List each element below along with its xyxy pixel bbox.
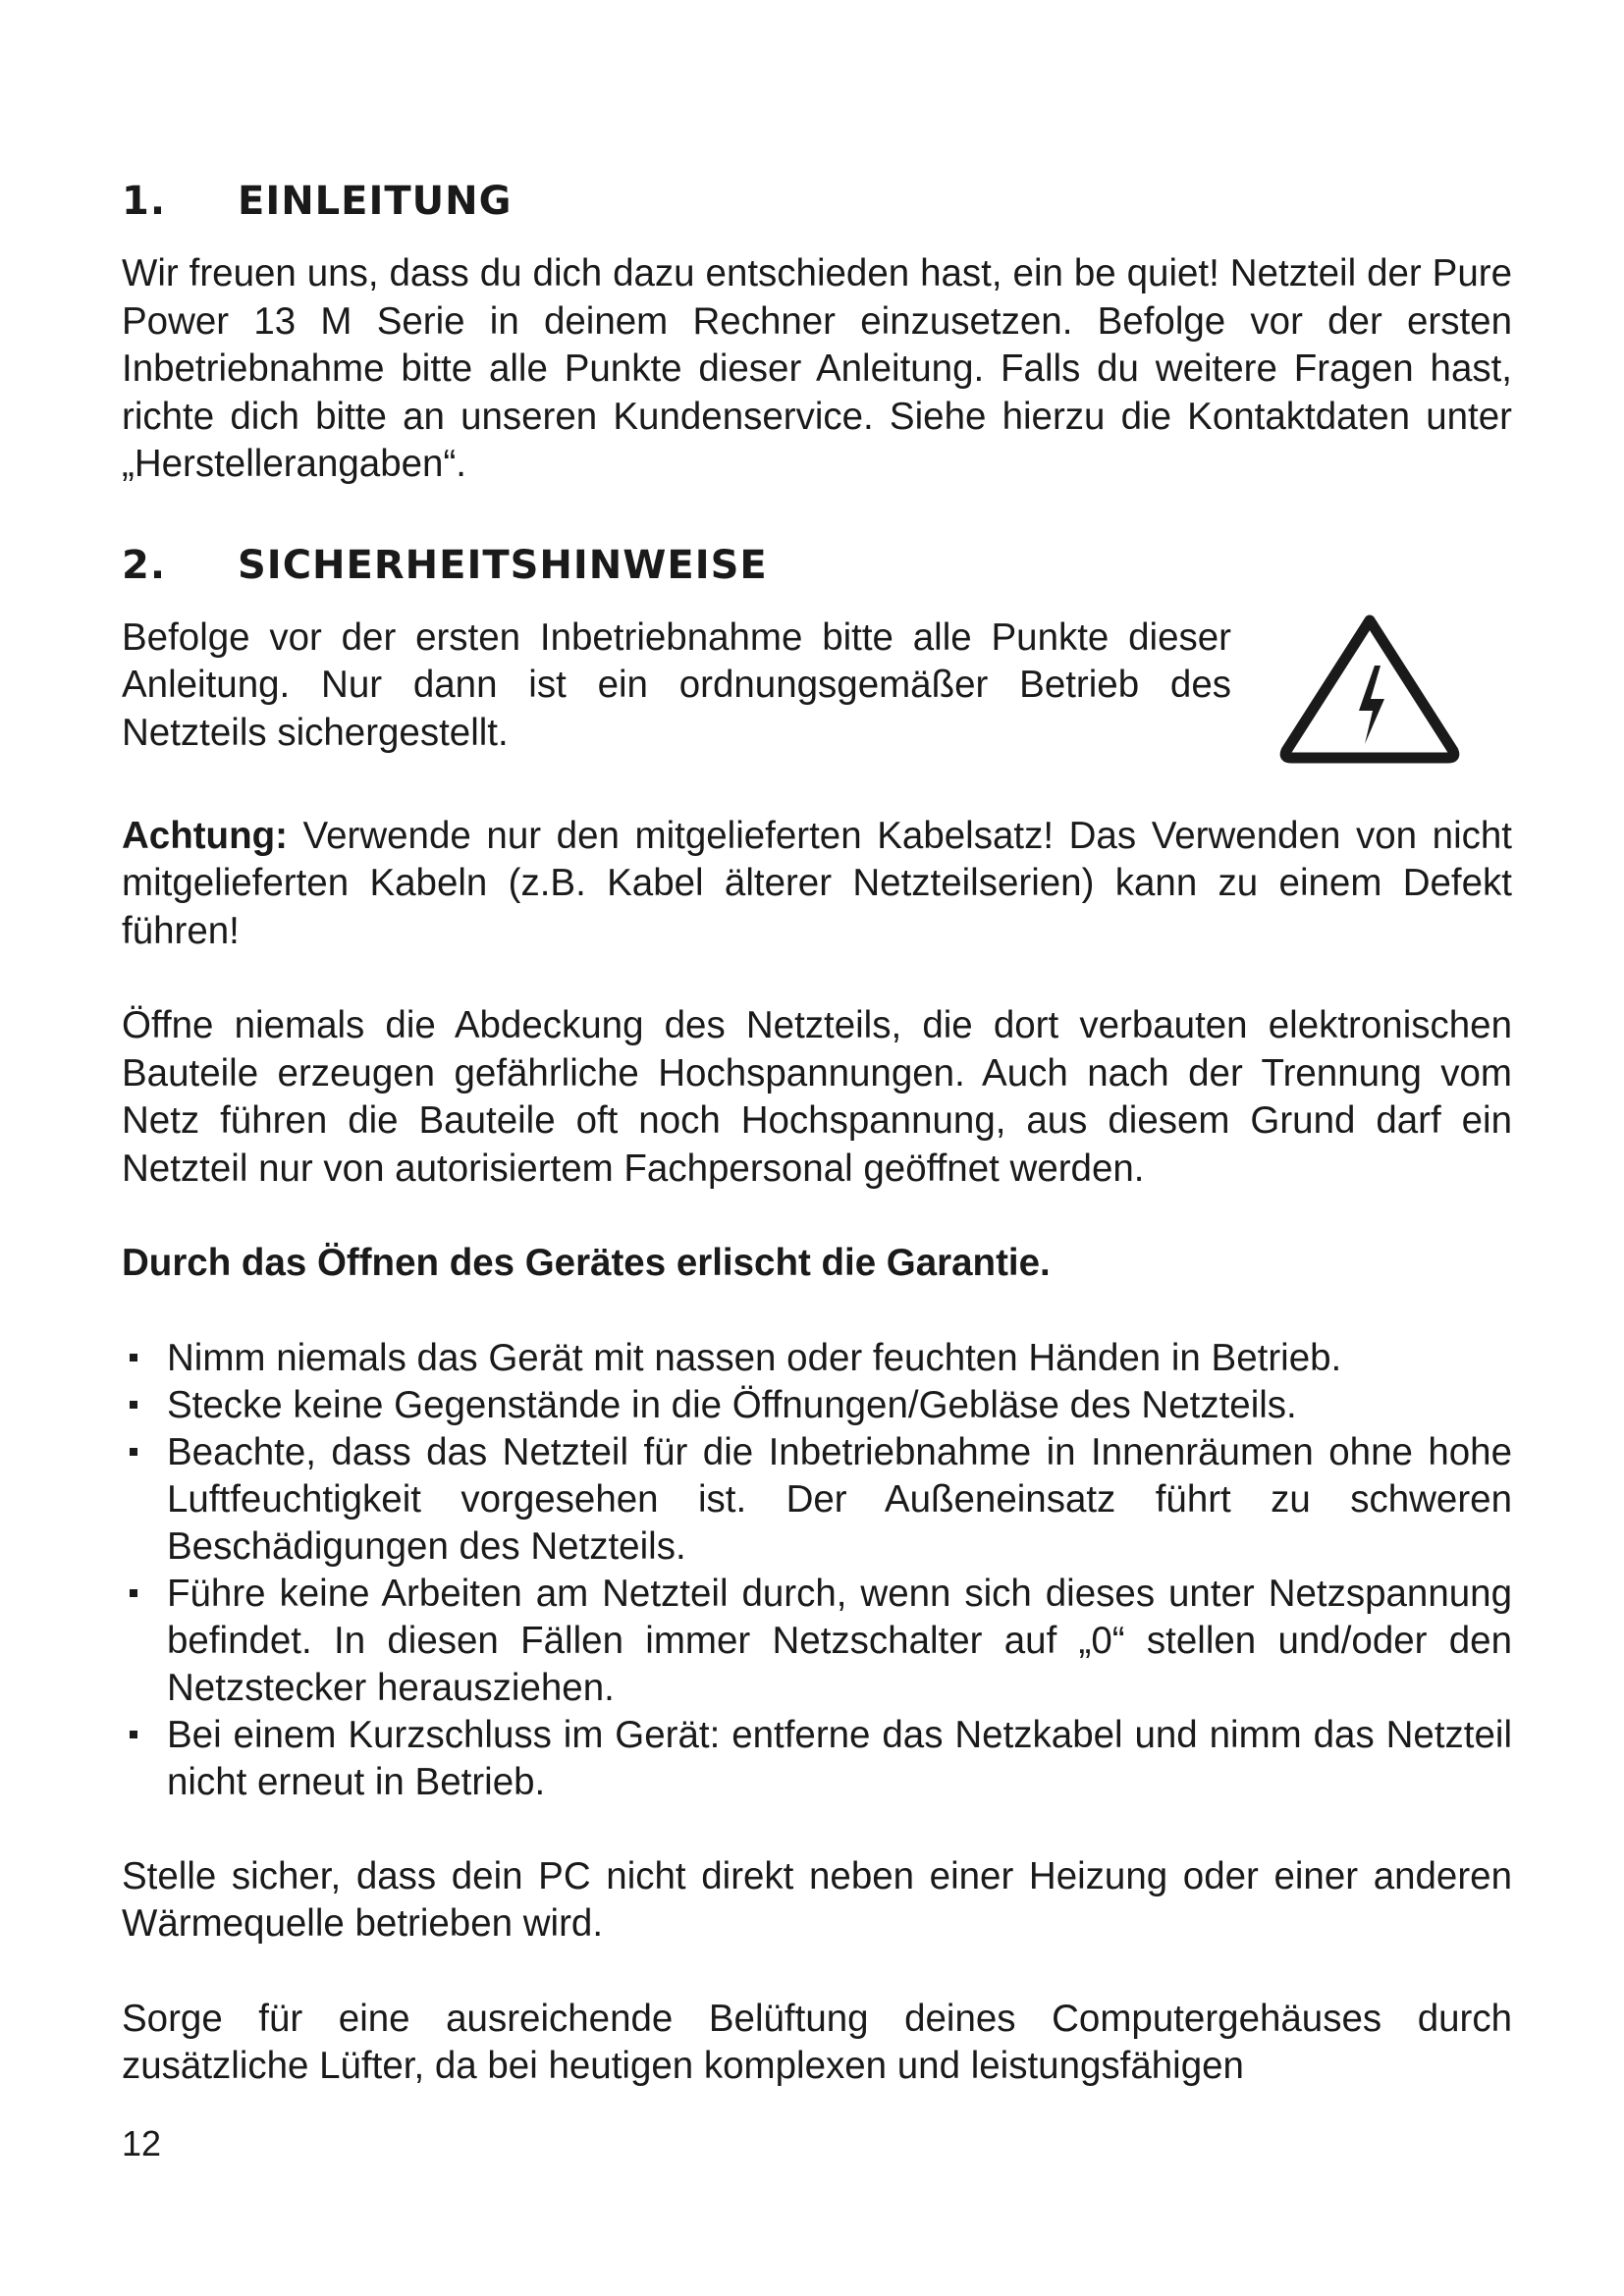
intro-paragraph: Wir freuen uns, dass du dich dazu entschieden hast, ein be quiet! Netzteil der Pure Power 13 M Serie in deinem Rechner einzusetzen. Befolge vor der ersten Inbetriebnahme bitte alle Punkte dieser Anleitung. Falls du weitere Fragen hast, richte dich bitte an unseren Kundenservice. Siehe hierzu die Kontaktdaten unter „Herstellerangaben“.: [122, 252, 1512, 485]
attention-text: Verwende nur den mitgelieferten Kabelsatz! Das Verwenden von nicht mitgelieferten Kabeln (z.B. Kabel älterer Netzteilserien) kann zu einem Defekt führen!: [122, 814, 1512, 952]
list-item: [122, 1335, 1512, 1382]
section-1-number: 1.: [122, 179, 167, 224]
bullet-text: Beachte, dass das Netzteil für die Inbetriebnahme in Innenräumen ohne hohe Luftfeuchtigkeit vorgesehen ist. Der Außeneinsatz führt zu schweren Beschädigungen des Netzteils.: [167, 1430, 1512, 1568]
bullet-text: Führe keine Arbeiten am Netzteil durch, wenn sich dieses unter Netzspannung befindet. In diesen Fällen immer Netzschalter auf „0“ stellen und/oder den Netzstecker herausziehen.: [167, 1572, 1512, 1709]
ventilation-note: Sorge für eine ausreichende Belüftung deines Computergehäuses durch zusätzliche Lüfter, da bei heutigen komplexen und leistungsfähigen: [122, 1997, 1512, 2087]
page-number: 12: [122, 2123, 162, 2163]
section-1-heading: [122, 172, 1512, 231]
bullet-square-icon: [130, 1448, 137, 1456]
safety-intro-paragraph: Befolge vor der ersten Inbetriebnahme bitte alle Punkte dieser Anleitung. Nur dann ist ein ordnungsgemäßer Betrieb des Netzteils sichergestellt.: [122, 615, 1231, 754]
warranty-note: Durch das Öffnen des Gerätes erlischt die Garantie.: [122, 1242, 1051, 1284]
bullet-square-icon: [130, 1589, 137, 1597]
section-2-heading: [122, 536, 1512, 595]
manual-page: [122, 172, 1512, 2091]
bullet-text: Bei einem Kurzschluss im Gerät: entferne das Netzkabel und nimm das Netzteil nicht erneut in Betrieb.: [167, 1713, 1512, 1803]
section-2-title: SICHERHEITSHINWEISE: [238, 542, 768, 588]
safety-bullet-list: [122, 1335, 1512, 1806]
list-item: [122, 1382, 1512, 1429]
bullet-square-icon: [130, 1731, 137, 1738]
section-1-title: EINLEITUNG: [238, 179, 513, 224]
bullet-square-icon: [130, 1354, 137, 1362]
bullet-text: Nimm niemals das Gerät mit nassen oder feuchten Händen in Betrieb.: [167, 1336, 1342, 1379]
attention-label: Achtung:: [122, 814, 288, 857]
heating-note: Stelle sicher, dass dein PC nicht direkt neben einer Heizung oder einer anderen Wärmequelle betrieben wird.: [122, 1854, 1512, 1945]
list-item: [122, 1429, 1512, 1571]
high-voltage-warning-icon: [1276, 609, 1463, 766]
safety-intro-row: [122, 614, 1512, 766]
list-item: [122, 1712, 1512, 1806]
open-warning-paragraph: Öffne niemals die Abdeckung des Netzteils, die dort verbauten elektronischen Bauteile erzeugen gefährliche Hochspannungen. Auch nach der Trennung vom Netz führen die Bauteile oft noch Hochspannung, aus diesem Grund darf ein Netzteil nur von autorisiertem Fachpersonal geöffnet werden.: [122, 1004, 1512, 1190]
bullet-square-icon: [130, 1401, 137, 1409]
bullet-text: Stecke keine Gegenstände in die Öffnungen/Gebläse des Netzteils.: [167, 1383, 1297, 1426]
attention-paragraph: [122, 813, 1512, 956]
list-item: [122, 1571, 1512, 1712]
section-2-number: 2.: [122, 542, 167, 588]
